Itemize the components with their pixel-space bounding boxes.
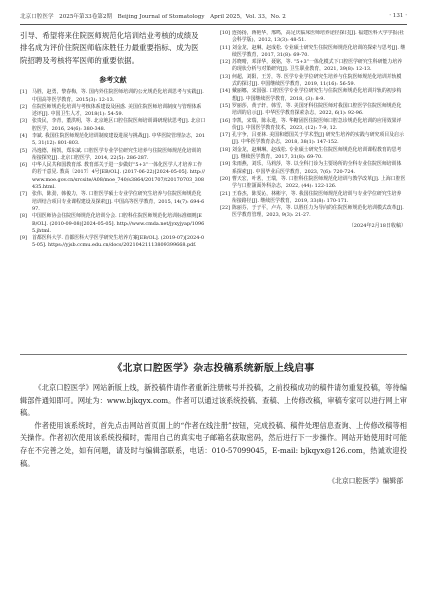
reference-text: 刘金龙，赵琳琳，赵成松. 专业硕士研究生住院医师规范化培训课程教育的思考[J]. 继续医学教育，2017, 31(8): 69-70. [232, 146, 402, 161]
reference-number: [11] [220, 44, 231, 51]
reference-text: 首都医科大学. 首都医科大学医学研究生培养方案[EB/OL]. (2019-07)[2024-05-05]. https://yjsb.ccmu.edu.cn/docs/20210421113809399668.pdf. [32, 235, 205, 249]
reference-item [20, 118, 206, 133]
reference-number: [13] [220, 73, 231, 80]
reference-item [220, 132, 406, 147]
reference-item [20, 191, 206, 213]
reference-number: [15] [220, 102, 231, 109]
reference-text: 马胜，赵勇，黎春梅，等. 国内外住院医师培训的公允规范化培训思考与实践[J]. 中国高等医学教育，2015(3): 12-13. [32, 89, 204, 103]
reference-text: 刘金龙，赵琳，赵成松. 专业硕士研究生住院医师规范化培训的探索与思考[J]. 继续医学教育，2017, 31(8): 69-70. [232, 44, 406, 58]
reference-item [20, 148, 206, 163]
section-divider [20, 354, 407, 355]
reference-number: [4] [20, 133, 27, 139]
reference-number: [2] [20, 103, 27, 110]
reference-list-right [220, 30, 406, 220]
reference-text: 中国医师协会住院医师规范化培训分会. 口腔科住院医师规范化培训标准细则[EB/OL]. (2010-09-08)[2024-05-05]. http://www.cmda.net/jyxyjyap/10965.jhtml. [32, 213, 205, 234]
reference-text: 住院医师规范化培训与考核体系建设及困惑. 美国住院医师培训制度与管理体系述评[J]. 中国卫生人才，2018(1): 54-59. [32, 103, 202, 118]
reference-item [220, 205, 406, 220]
announcement-title: 《北京口腔医学》杂志投稿系统新版上线启事 [112, 363, 315, 374]
reference-item [20, 162, 206, 191]
reference-item [220, 74, 406, 89]
reference-text: 张伟，陈劲，韩俊力，等. 口腔医学硕士专业学位研究生培养与住院医师规范化培训结合项目专业课程建设及探索[J]. 中国高等医学教育，2015, 14(7): 694-697. [32, 191, 205, 212]
reference-item [220, 176, 406, 191]
intro-paragraph: 引导、希望将来住院医师规范化培训结业考核的成绩及排名成为评价住院医师临床胜任力最重要指标、成为医院招聘及考核将军医师的重要依据。 [20, 31, 199, 65]
journal-info: 北京口腔医学 2025年第33卷第2期 Beijing Journal of Stomatology April 2025，Vol. 33，No. 2 [20, 14, 286, 20]
reference-number: [16] [220, 117, 231, 124]
reference-item [20, 213, 206, 235]
reference-item [20, 235, 206, 250]
reference-text: 苏晓晴，邓泽华，聂铭，等. “5+3”一体化模式下口腔医学研究生科研能力培养的现状分析与对策研究[J]. 卫生职业教育，2021, 39(8): 12-13. [232, 59, 403, 73]
reference-text: 孔宇争，吕亚林. 美国和德国关于学术型[J] 研究生培养的实践与研究项目及启示[J]. 中华医学教育杂志，2018, 38(1): 147-152. [232, 132, 404, 146]
reference-text: 朱雨燕，刘乐，马莉莎，等. 以全科门诊为主要场所的全科专业住院医师培训体系探索[J]. 中国毕业后医学教育，2023, 7(6): 720-724. [232, 161, 402, 175]
reference-text: 陈丽芬，于子平，卢卉，等. 以胜任力为导向的住院医师规范化培训模式改革[J]. 医学教育管理，2023, 9(3): 21-27. [232, 205, 404, 219]
reference-item [220, 118, 406, 133]
reference-item [220, 191, 406, 206]
reference-number: [10] [220, 30, 231, 36]
reference-number: [17] [220, 132, 231, 139]
announcement-paragraph-2: 作者使用该系统时，首先点击网站首页面上的“作者在线注册”按钮，完成投稿、稿件处理信息查询、上传修改稿等相关操作。作者初次使用该系统投稿时，需用自己的真实电子邮箱名获取密码，然后进行下一步操作。网站开始使用时可能存在不完善之处，如有问题，请及时与编辑部联系，电话：010-57099045，E-mail: bjkqyx@126.com，热诚欢迎投稿。 [20, 420, 407, 468]
reference-text: 中华人民共和国教育部. 教育部关于进一步做好“5+3”一体化医学人才培养工作的若干意见. 教高〔2017〕4号[EB/OL]. (2017-06-22)[2024-05-05]. http://www.moe.gov.cn/srcsite/A08/moe_740/s3864/201707/t20170703_308435.html. [32, 162, 205, 191]
reference-item [220, 59, 406, 74]
reference-list-left [20, 89, 206, 250]
reference-number: [12] [220, 59, 231, 66]
left-column [20, 30, 206, 352]
reference-item [220, 30, 406, 45]
reference-number: [19] [220, 161, 231, 168]
reference-number: [9] [20, 235, 27, 242]
reference-item [220, 103, 406, 118]
reference-text: 李斌. 我国住院医师规范化培训制度建设进展与挑战[J]. 中华医院管理杂志，2015, 31(12): 801-803. [32, 133, 205, 147]
reference-text: 王春杰，陈雯沁，林彬宇，等. 我国住院医师规范化培训与专业学位研究生培养衔接路径[J]. 继续医学教育，2019, 33(8): 170-171. [232, 190, 402, 204]
page-number: · 131 · [389, 13, 407, 19]
announcement-signature: 《北京口腔医学》编辑部 [328, 477, 403, 486]
announcement-paragraph-1: 《北京口腔医学》网站新版上线，新投稿件请作者重新注册帐号并投稿，之前投稿成功的稿件请勿重复投稿，等待编辑部件通知即可。网址为：www.bjkqyx.com。作者可以通过该系统投稿、查稿、上传修改稿，审稿专家可以进行网上审稿。 [20, 383, 407, 418]
reference-number: [6] [20, 162, 27, 169]
reference-item [20, 104, 206, 119]
reference-number: [18] [220, 146, 231, 153]
reference-item [220, 147, 406, 162]
reference-text: 连扬扬，蒋艳华，邢鸣，高足庆临床医师培养途径探讨[J]. 福建医科大学学报(社会科学版)，2012, 13(3): 48-51. [232, 30, 405, 44]
reference-item [20, 89, 206, 104]
header-rule [20, 24, 407, 25]
reference-number: [7] [20, 191, 27, 198]
reference-number: [3] [20, 118, 27, 125]
reference-item [20, 133, 206, 148]
right-column [220, 30, 406, 348]
reference-text: 戴丽娜，宋国强. 口腔医学专业学位研究生与住院医师规范化培训并轨的初步构想[J]. 中国继续医学教育，2018, (3): 8-9. [232, 88, 402, 102]
reference-text: 罗丽莎，黄子轩，韩雪，等. 美国牙科住院医师对我国口腔医学住院医师规范化培训的启示[J]. 中华医学教育探索杂志，2022, 6(1): 92-96. [232, 102, 402, 117]
reference-number: [5] [20, 147, 27, 154]
reference-text: 冯逸德，杨凯，郑东斌. 口腔医学专业学位研究生培养与住院医师规范化培训的衔接探究[J]. 北京口腔医学，2014, 22(5): 286-287. [32, 147, 202, 161]
reference-number: [14] [220, 88, 231, 95]
reference-number: [8] [20, 213, 27, 220]
announcement [20, 360, 407, 485]
reference-item [220, 45, 406, 60]
references-heading: 参考文献 [99, 76, 127, 85]
reference-text: 曹天宏，叶茗，王瑞，等. 口腔科住院医师规范化培训与教学改革[J]. 上海口腔医学与口腔颌面外科杂志，2022, (44): 122-126. [232, 175, 406, 190]
reference-number: [1] [20, 89, 27, 96]
reference-number: [20] [220, 175, 231, 182]
reference-number: [21] [220, 190, 231, 197]
running-header [20, 10, 407, 22]
reference-number: [22] [220, 205, 231, 212]
reference-item [220, 88, 406, 103]
reference-text: 张贵民，李青，董洪明，等. 北京地区口腔住院医师培训调研现状思考[J]. 北京口腔医学，2016, 24(6): 380-348. [32, 118, 206, 132]
reference-text: 何超，刘阳，王芳，等. 医学专业学位研究生培养与住院医师规范化培训并轨模式的探讨[J]. 中国继续医学教育，2019, 11(16): 56-59. [232, 73, 402, 88]
reference-text: 李凯，宋瑞，陈永进，等. 华糖固医住院医师口腔急诊规范化培训的应用效果评价[J]. 中国医学教育技术，2023, (12): 7-9, 12. [232, 117, 402, 131]
reference-item [220, 161, 406, 176]
received-date: （2024年2月18日收稿） [348, 222, 406, 229]
